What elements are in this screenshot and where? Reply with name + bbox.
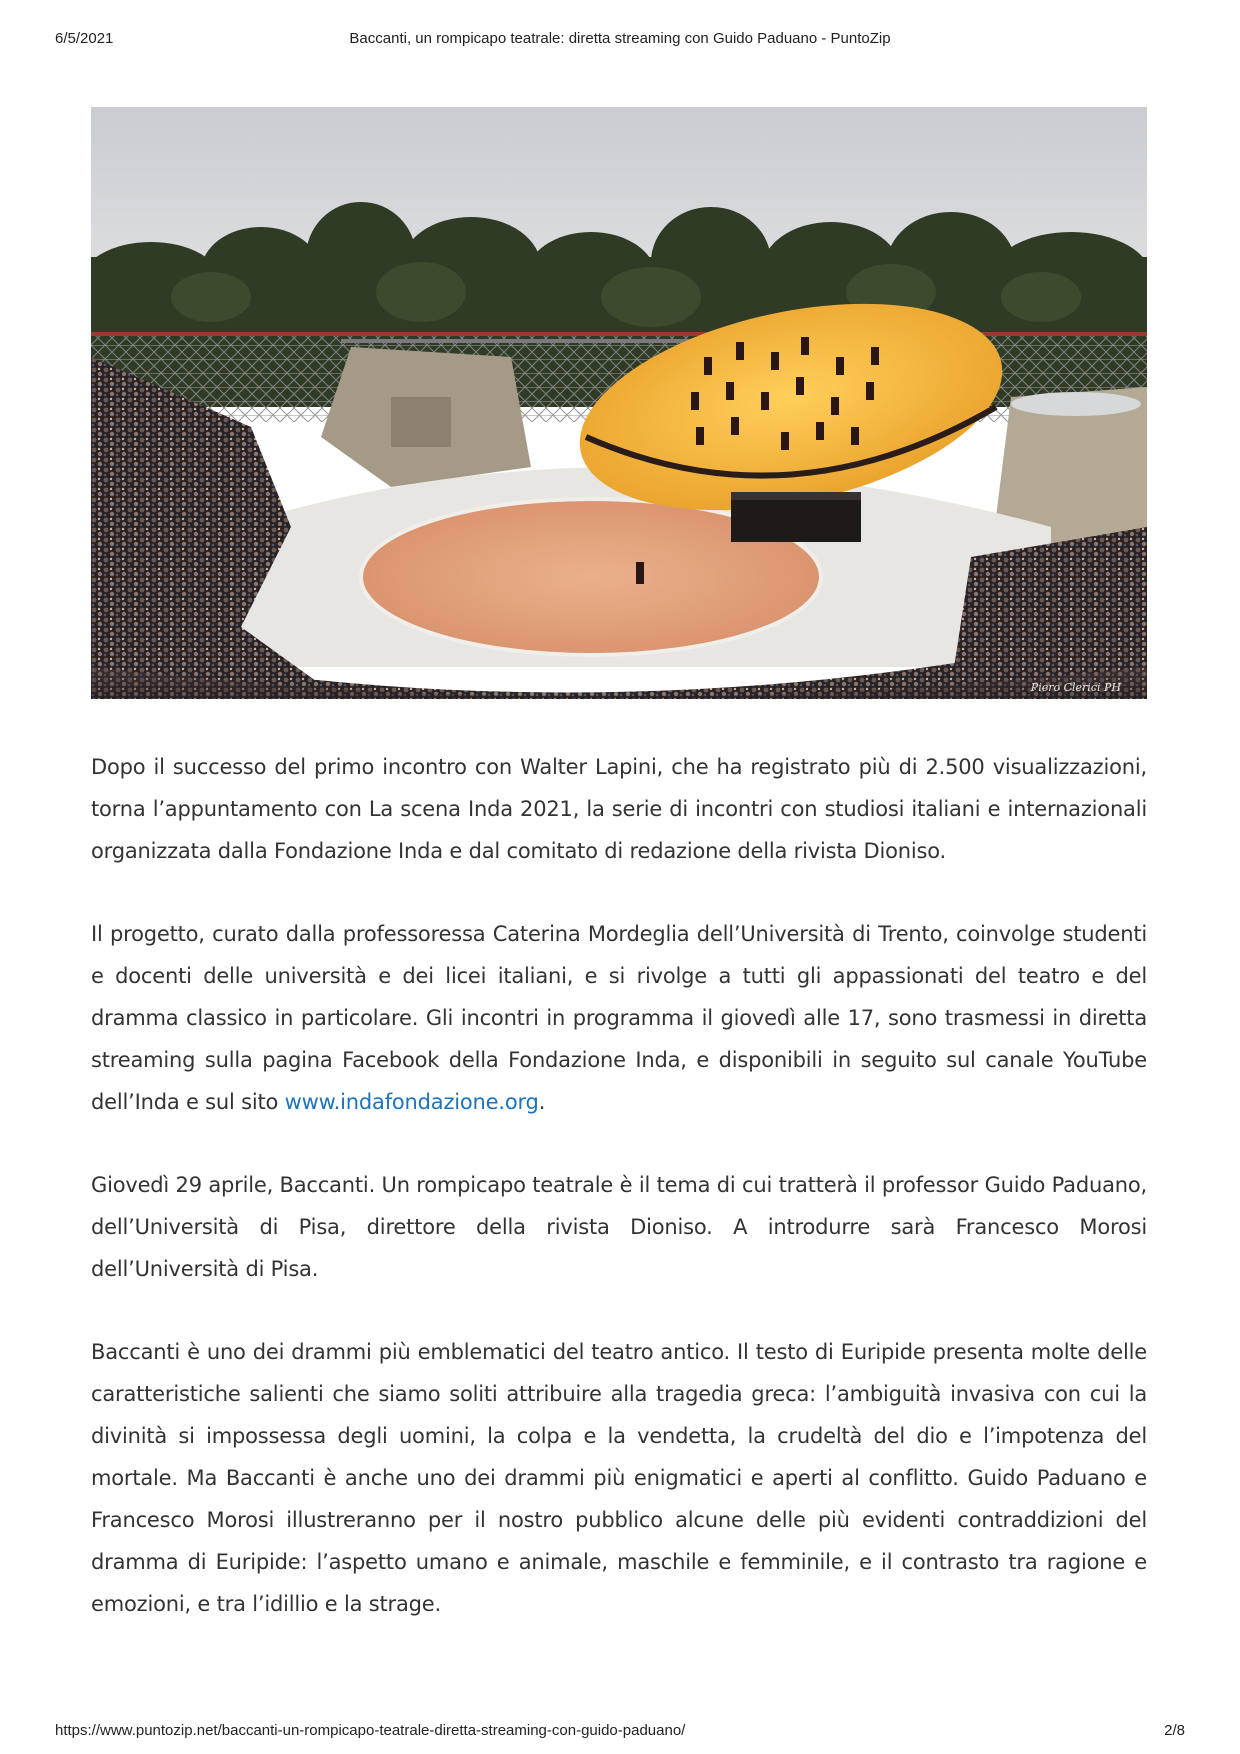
print-footer — [55, 1722, 1185, 1742]
print-page-number: 2/8 — [1164, 1722, 1185, 1739]
print-header — [55, 30, 1185, 50]
paragraph-intro: Dopo il successo del primo incontro con Walter Lapini, che ha registrato più di 2.500 visualizzazioni, torna l’appuntamento con La scena Inda 2021, la serie di incontri con studiosi italiani e internazionali organizzata dalla Fondazione Inda e dal comitato di redazione della rivista Dioniso. — [91, 755, 1147, 863]
photo-watermark: Piero Clerici PH — [1030, 681, 1121, 694]
page-title: Baccanti, un rompicapo teatrale: diretta streaming con Guido Paduano - PuntoZip — [349, 30, 891, 47]
hero-photo-greek-theatre — [91, 107, 1147, 699]
paragraph-project — [91, 913, 1147, 1123]
paragraph-baccanti: Baccanti è uno dei drammi più emblematici del teatro antico. Il testo di Euripide presenta molte delle caratteristiche salienti che siamo soliti attribuire alla tragedia greca: l’ambiguità invasiva con cui la divinità si impossessa degli uomini, la colpa e la vendetta, la crudeltà del dio e l’impotenza del mortale. Ma Baccanti è anche uno dei drammi più enigmatici e aperti al conflitto. Guido Paduano e Francesco Morosi illustreranno per il nostro pubblico alcune delle più evidenti contraddizioni del dramma di Euripide: l’aspetto umano e animale, maschile e femminile, e il contrasto tra ragione e emozioni, e tra l’idillio e la strage. — [91, 1340, 1147, 1616]
print-date: 6/5/2021 — [55, 30, 114, 47]
indafondazione-link[interactable]: www.indafondazione.org — [284, 1090, 539, 1114]
print-url: https://www.puntozip.net/baccanti-un-rompicapo-teatrale-diretta-streaming-con-guido-paduano/ — [55, 1722, 686, 1739]
paragraph-project-text: Il progetto, curato dalla professoressa Caterina Mordeglia dell’Università di Trento, coinvolge studenti e docenti delle università e dei licei italiani, e si rivolge a tutti gli appassionati del teatro e del dramma classico in particolare. Gli incontri in programma il giovedì alle 17, sono trasmessi in diretta streaming sulla pagina Facebook della Fondazione Inda, e disponibili in seguito sul canale YouTube dell’Inda e sul sito — [91, 922, 1147, 1114]
article-body — [91, 746, 1147, 1666]
paragraph-project-end: . — [538, 1090, 546, 1114]
paragraph-event: Giovedì 29 aprile, Baccanti. Un rompicapo teatrale è il tema di cui tratterà il professor Guido Paduano, dell’Università di Pisa, direttore della rivista Dioniso. A introdurre sarà Francesco Morosi dell’Università di Pisa. — [91, 1173, 1147, 1281]
